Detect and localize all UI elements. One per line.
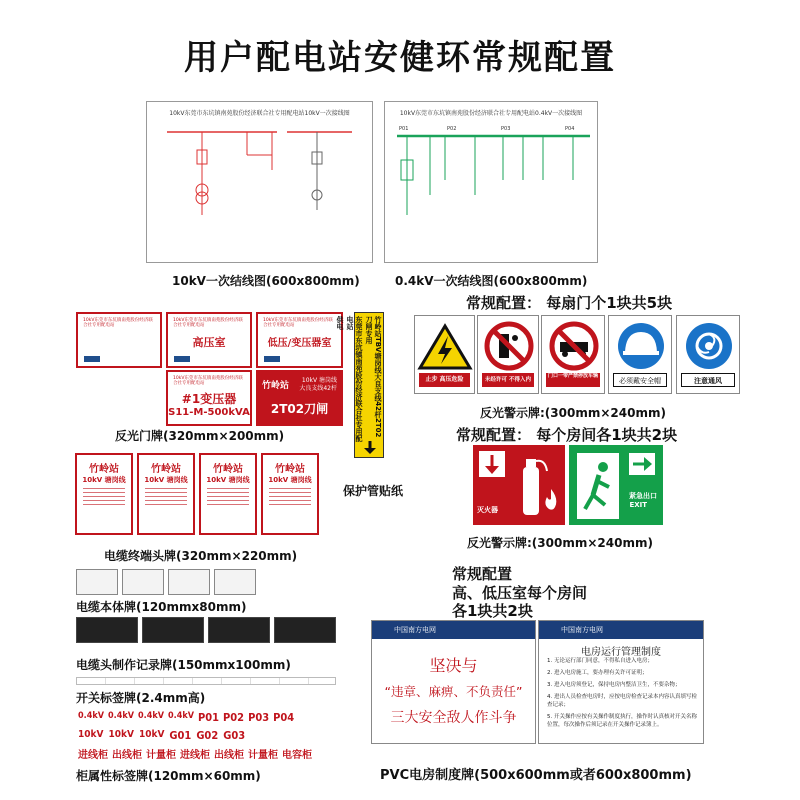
hv-diagram-caption: 10kV一次结线图(600x800mm) bbox=[172, 274, 360, 288]
exit-en-label: EXIT bbox=[629, 501, 647, 509]
sticker-col-2: 东莞市东坑镇南苑股份经济联合社专用配电站 bbox=[346, 316, 363, 442]
switch-label: 0.4kV bbox=[168, 711, 194, 721]
extinguisher-sign bbox=[473, 445, 565, 525]
company-logo bbox=[264, 356, 280, 362]
cable-terminal-tag bbox=[75, 453, 133, 535]
cable-record-tag bbox=[274, 617, 336, 643]
door-sign-header: 10kV东莞市东坑镇南苑股份经济联合社专用配电站 bbox=[83, 318, 153, 329]
page-title: 用户配电站安健环常规配置 bbox=[184, 38, 616, 78]
cable-body-tag bbox=[214, 569, 256, 595]
cable-body-tag bbox=[76, 569, 118, 595]
cable-record-tag bbox=[142, 617, 204, 643]
pvc-heading-1: 常规配置 bbox=[452, 565, 513, 583]
lv-diagram-drawing bbox=[385, 120, 599, 260]
switch-label: 0.4kV bbox=[78, 711, 104, 721]
switch-label-caption: 开关标签牌(2.4mm高) bbox=[76, 691, 206, 705]
switch-label: P03 bbox=[248, 711, 270, 724]
switch-label: 0.4kV bbox=[138, 711, 164, 721]
hv-diagram bbox=[146, 101, 373, 263]
cable-record-tag bbox=[208, 617, 270, 643]
warning-sign-high-voltage bbox=[414, 315, 475, 394]
door-sign-caption: 反光门牌(320mm×200mm) bbox=[115, 429, 285, 443]
door-sign-high bbox=[166, 312, 252, 368]
company-logo bbox=[84, 356, 100, 362]
warning-caption: 反光警示牌:(300mm×240mm) bbox=[480, 406, 666, 420]
lv-diagram bbox=[384, 101, 598, 263]
door-sign-knife bbox=[256, 370, 343, 426]
rule-item: 4. 进出人员检查电房时，应按电房检查记录本内容认真填写检查记录； bbox=[547, 694, 697, 708]
cable-terminal-tag bbox=[137, 453, 195, 535]
sign-label: 门口一带严禁停放车辆 bbox=[546, 373, 600, 387]
lv-diagram-title: 10kV东莞市东坑镇南苑股份经济联合社专用配电站0.4kV一次接线图 bbox=[399, 110, 583, 117]
pvc-logo: 中国南方电网 bbox=[372, 621, 535, 639]
cable-terminal-tag bbox=[261, 453, 319, 535]
switch-label: P01 bbox=[198, 711, 220, 724]
ventilation-icon bbox=[678, 320, 740, 372]
extinguisher-label: 灭火器 bbox=[477, 506, 498, 514]
tag-line: 10kV 塘岗线 bbox=[82, 476, 126, 484]
lv-diagram-caption: 0.4kV一次结线图(600x800mm) bbox=[395, 274, 588, 288]
switch-label: 0.4kV bbox=[108, 711, 134, 721]
cabinet-label: 计量柜 bbox=[146, 750, 176, 761]
cable-record-caption: 电缆头制作记录牌(150mmx100mm) bbox=[76, 658, 291, 672]
rule-item: 2. 进入电房施工，要办理有关许可证明； bbox=[547, 670, 648, 676]
warning-sign-no-vehicle bbox=[541, 315, 605, 394]
room-heading: 常规配置： 每个房间各1块共2块 bbox=[456, 426, 678, 444]
tag-line: 10kV 塘岗线 bbox=[144, 476, 188, 484]
knife-branch: 大良支线42杆 bbox=[299, 385, 337, 392]
rules-title: 电房运行管理制度 bbox=[581, 647, 661, 658]
running-person-icon bbox=[577, 453, 619, 519]
warning-sign-ventilation bbox=[676, 315, 740, 394]
door-sign-header: 10kV东莞市东坑镇南苑股份经济联合社专用配电站 bbox=[173, 318, 243, 329]
rule-item: 3. 进入电房须登记，保持电房内整洁卫生，不要杂物； bbox=[547, 682, 681, 688]
cabinet-label: 电容柜 bbox=[282, 750, 312, 761]
high-voltage-icon bbox=[416, 322, 475, 372]
cabinet-label: 计量柜 bbox=[248, 750, 278, 761]
switch-label: G03 bbox=[223, 729, 246, 742]
cable-terminal-tag bbox=[199, 453, 257, 535]
fire-icon bbox=[541, 487, 561, 513]
tag-station: 竹岭站 bbox=[151, 464, 181, 475]
switch-label-strip bbox=[76, 677, 336, 685]
sticker-col-1: 竹岭站TBV塘岗线大良支线42杆2T02刀闸专用 bbox=[365, 316, 382, 438]
door-sign-transformer bbox=[166, 370, 252, 426]
switch-label: G01 bbox=[169, 729, 192, 742]
no-vehicle-icon bbox=[543, 320, 605, 372]
down-arrow-icon bbox=[356, 441, 384, 455]
warning-sign-no-entry bbox=[477, 315, 539, 394]
pvc-logo: 中国南方电网 bbox=[539, 621, 703, 639]
hv-diagram-title: 10kV东莞市东坑镇南苑股份经济联合社专用配电站10kV一次接线图 bbox=[169, 110, 350, 117]
rule-item: 1. 无论运行部门同意，不得私自进入电房； bbox=[547, 658, 653, 664]
tag-station: 竹岭站 bbox=[275, 464, 305, 475]
door-sign-header: 10kV东莞市东坑镇南苑股份经济联合社专用配电站 bbox=[173, 376, 243, 387]
cable-record-tag bbox=[76, 617, 138, 643]
sign-label: 必须戴安全帽 bbox=[613, 373, 667, 387]
knife-station: 竹岭站 bbox=[262, 381, 290, 391]
tag-line: 10kV 塘岗线 bbox=[268, 476, 312, 484]
sign-label: 止步 高压危险 bbox=[419, 373, 470, 387]
rule-item: 5. 开关操作应按有关操作制度执行，操作时认真核对开关名称位置，每次操作后须记录在开关操作记录簿上。 bbox=[547, 714, 697, 728]
slogan-line-3: 三大安全敌人作斗争 bbox=[390, 710, 517, 726]
switch-row-2 bbox=[78, 729, 245, 742]
switch-row-3 bbox=[78, 746, 312, 761]
door-sign-high-room: 高压室 bbox=[192, 335, 226, 349]
knife-number: 2T02刀闸 bbox=[270, 402, 329, 416]
transformer-name: #1变压器 bbox=[181, 391, 237, 406]
company-logo bbox=[174, 356, 190, 362]
arrow-down-glyph bbox=[479, 451, 505, 477]
hv-diagram-drawing bbox=[147, 120, 374, 260]
protect-sticker bbox=[336, 312, 384, 458]
door-sign-header: 10kV东莞市东坑镇南苑股份经济联合社专用配电站 bbox=[263, 318, 333, 329]
tag-line: 10kV 塘岗线 bbox=[206, 476, 250, 484]
pvc-board-slogan bbox=[371, 620, 536, 744]
switch-label: 10kV bbox=[78, 729, 104, 740]
switch-label: P04 bbox=[273, 711, 295, 724]
sign-label: 未经许可 不得入内 bbox=[482, 373, 534, 387]
switch-label: P02 bbox=[223, 711, 245, 724]
cable-record-group bbox=[76, 617, 338, 643]
cable-body-tag bbox=[122, 569, 164, 595]
lv-label-p04: P04 bbox=[565, 126, 575, 132]
helmet-icon bbox=[610, 320, 672, 372]
lv-label-p03: P03 bbox=[501, 126, 511, 132]
transformer-model: S11-M-500kVA bbox=[168, 406, 250, 418]
warning-heading: 常规配置： 每扇门个1块共5块 bbox=[466, 294, 673, 312]
cabinet-label: 出线柜 bbox=[214, 750, 244, 761]
right-arrow-icon bbox=[629, 453, 655, 475]
lv-label-p02: P02 bbox=[447, 126, 457, 132]
cabinet-label: 进线柜 bbox=[78, 750, 108, 761]
switch-label: 10kV bbox=[138, 729, 165, 740]
room-caption: 反光警示牌:(300mm×240mm) bbox=[467, 536, 653, 550]
tag-station: 竹岭站 bbox=[213, 464, 243, 475]
pvc-heading-2: 高、低压室每个房间 bbox=[452, 584, 588, 602]
door-sign-blank bbox=[76, 312, 162, 368]
sign-label: 注意通风 bbox=[681, 373, 735, 387]
cable-body-group bbox=[76, 569, 256, 595]
lv-label-p01: P01 bbox=[399, 126, 409, 132]
cabinet-label: 出线柜 bbox=[112, 750, 142, 761]
door-sign-low-room: 低压/变压器室 bbox=[267, 337, 332, 349]
exit-cn-label: 紧急出口 bbox=[629, 492, 657, 500]
switch-label: 10kV bbox=[108, 729, 134, 740]
pvc-heading-3: 各1块共2块 bbox=[452, 602, 533, 620]
switch-row-1 bbox=[78, 711, 294, 724]
protect-sticker-caption: 保护管贴纸 bbox=[343, 484, 404, 498]
cable-terminal-caption: 电缆终端头牌(320mm×220mm) bbox=[104, 549, 298, 563]
switch-label: G02 bbox=[196, 729, 219, 742]
warning-sign-helmet bbox=[608, 315, 672, 394]
tag-station: 竹岭站 bbox=[89, 464, 119, 475]
knife-line: 10kV 塘岗线 bbox=[301, 377, 337, 384]
slogan-line-2: “违章、麻痹、不负责任” bbox=[384, 684, 523, 699]
pvc-board-rules bbox=[538, 620, 704, 744]
cabinet-label: 进线柜 bbox=[180, 750, 210, 761]
no-entry-icon bbox=[479, 320, 539, 372]
cable-terminal-group bbox=[75, 453, 325, 535]
door-sign-low bbox=[256, 312, 343, 368]
sticker-col-3: 供电 bbox=[336, 316, 344, 330]
slogan-line-1: 坚决与 bbox=[429, 656, 478, 675]
pvc-caption: PVC电房制度牌(500x600mm或者600x800mm) bbox=[380, 768, 692, 783]
cable-body-caption: 电缆本体牌(120mmx80mm) bbox=[76, 600, 247, 614]
cabinet-caption: 柜属性标签牌(120mm×60mm) bbox=[76, 769, 261, 783]
exit-sign bbox=[569, 445, 663, 525]
cable-body-tag bbox=[168, 569, 210, 595]
